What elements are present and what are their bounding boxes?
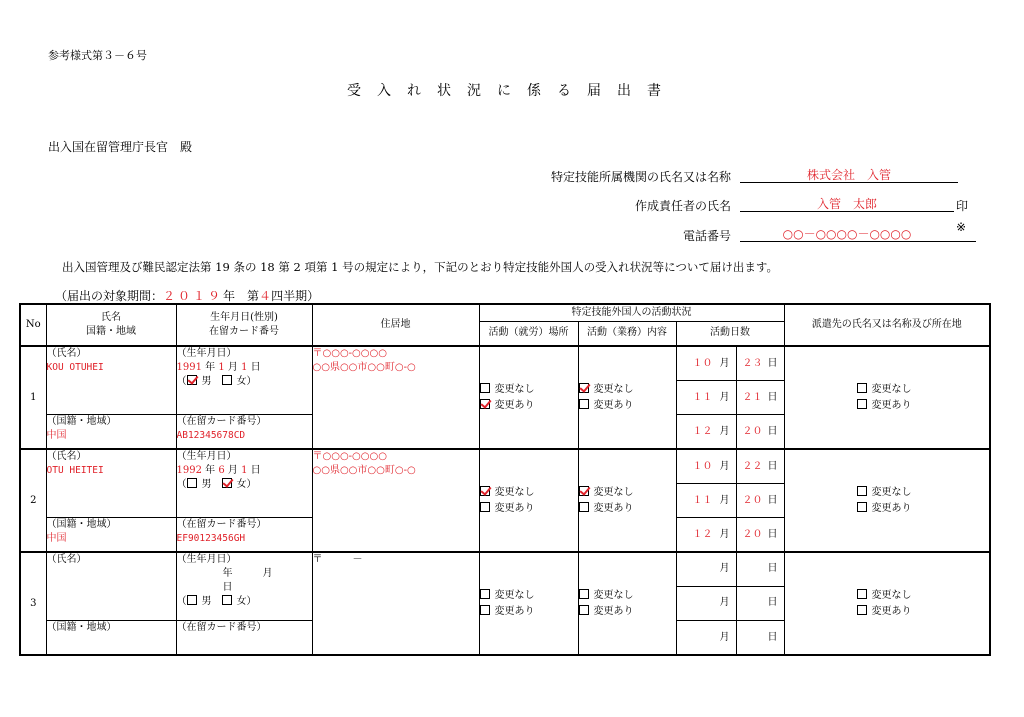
header-no: No <box>20 304 46 346</box>
dob-cell[interactable] <box>176 346 312 415</box>
dob-label: （生年月日） <box>176 348 237 360</box>
name-label: （氏名） <box>46 348 87 360</box>
nationality-value: 中国 <box>46 430 67 442</box>
workplace-changed-checkbox[interactable] <box>480 399 490 409</box>
content-no-change-checkbox[interactable] <box>579 486 589 496</box>
addressee: 出入国在留管理庁長官 殿 <box>48 140 193 154</box>
nationality-cell[interactable] <box>46 518 176 552</box>
days-count-cell[interactable]: 日 <box>736 586 784 620</box>
row-number: 3 <box>20 552 46 655</box>
form-number: 参考様式第３－６号 <box>48 49 147 62</box>
person-label: 作成責任者の氏名 <box>634 199 731 213</box>
card-cell[interactable] <box>176 518 312 552</box>
org-label: 特定技能所属機関の氏名又は名称 <box>550 170 731 184</box>
content-no-change-checkbox[interactable] <box>579 383 589 393</box>
note-mark: ※ <box>956 220 967 234</box>
dispatch-cell: 変更なし 変更あり <box>784 552 990 655</box>
dispatch-no-change-checkbox[interactable] <box>857 486 867 496</box>
nationality-value: 中国 <box>46 533 67 545</box>
card-cell[interactable] <box>176 415 312 449</box>
org-field[interactable] <box>740 166 958 183</box>
dob-value: 1991 年 1 月 1 日 <box>176 362 261 374</box>
dispatch-cell: 変更なし 変更あり <box>784 449 990 552</box>
nationality-label: （国籍・地域） <box>46 622 117 634</box>
period-year: ２０１９ <box>163 289 224 303</box>
days-count-cell[interactable]: 日 <box>736 621 784 655</box>
name-label: （氏名） <box>46 554 87 566</box>
workplace-no-change-checkbox[interactable] <box>480 486 490 496</box>
days-count-cell[interactable]: ２２ 日 <box>736 449 784 483</box>
address-cell[interactable] <box>312 346 479 449</box>
days-month-cell[interactable]: １１ 月 <box>676 381 736 415</box>
dob-cell[interactable] <box>176 449 312 518</box>
nationality-cell[interactable] <box>46 415 176 449</box>
card-label: （在留カード番号） <box>176 416 267 428</box>
document-title: 受入れ状況に係る届出書 <box>347 83 677 99</box>
sex-select: （ 男 女） <box>176 479 257 491</box>
person-value: 入管 太郎 <box>816 197 877 211</box>
postal-code: 〒○○○-○○○○ <box>312 348 387 360</box>
sex-female-checkbox[interactable] <box>222 595 232 605</box>
days-month-cell[interactable]: 月 <box>676 552 736 586</box>
workplace-changed-checkbox[interactable] <box>480 605 490 615</box>
days-count-cell[interactable]: ２０ 日 <box>736 518 784 552</box>
days-month-cell[interactable]: １１ 月 <box>676 483 736 517</box>
dob-label: （生年月日） <box>176 451 237 463</box>
content-changed-checkbox[interactable] <box>579 399 589 409</box>
phone-field[interactable] <box>740 225 976 242</box>
sex-female-checkbox[interactable] <box>222 478 232 488</box>
content-changed-checkbox[interactable] <box>579 502 589 512</box>
dob-value: 1992 年 6 月 1 日 <box>176 465 261 477</box>
days-count-cell[interactable]: ２１ 日 <box>736 381 784 415</box>
days-month-cell[interactable]: １０ 月 <box>676 346 736 380</box>
days-month-cell[interactable]: １０ 月 <box>676 449 736 483</box>
postal-code: 〒 － <box>312 554 363 566</box>
table-row <box>20 346 990 380</box>
header-name-line2: 国籍・地域 <box>86 326 136 338</box>
row-number: 1 <box>20 346 46 449</box>
days-month-cell[interactable]: １２ 月 <box>676 518 736 552</box>
dispatch-changed-checkbox[interactable] <box>857 605 867 615</box>
workplace-cell: 変更なし 変更あり <box>479 449 578 552</box>
dob-value: 年 月 日 <box>222 568 303 594</box>
content-cell: 変更なし 変更あり <box>578 552 676 655</box>
name-value: OTU HEITEI <box>46 465 104 477</box>
days-count-cell[interactable]: ２０ 日 <box>736 415 784 449</box>
card-value: AB12345678CD <box>176 430 246 442</box>
header-name <box>46 304 176 346</box>
sex-female-checkbox[interactable] <box>222 375 232 385</box>
workplace-cell: 変更なし 変更あり <box>479 552 578 655</box>
table-row <box>20 552 990 586</box>
address-cell[interactable] <box>312 552 479 655</box>
workplace-no-change-checkbox[interactable] <box>480 383 490 393</box>
postal-code: 〒○○○-○○○○ <box>312 451 387 463</box>
name-value: KOU OTUHEI <box>46 362 104 374</box>
sex-male-checkbox[interactable] <box>187 595 197 605</box>
header-activity-group: 特定技能外国人の活動状況 <box>479 304 784 321</box>
period-year-unit: 年 第 <box>223 289 260 303</box>
name-cell[interactable] <box>46 552 176 621</box>
card-label: （在留カード番号） <box>176 519 267 531</box>
days-count-cell[interactable]: 日 <box>736 552 784 586</box>
name-label: （氏名） <box>46 451 87 463</box>
status-table <box>19 303 991 656</box>
header-name-line1: 氏名 <box>101 312 121 324</box>
days-month-cell[interactable]: 月 <box>676 621 736 655</box>
nationality-label: （国籍・地域） <box>46 416 117 428</box>
address-cell[interactable] <box>312 449 479 552</box>
workplace-cell: 変更なし 変更あり <box>479 346 578 449</box>
name-cell[interactable] <box>46 449 176 518</box>
card-value: EF90123456GH <box>176 533 246 545</box>
header-dob-line2: 在留カード番号 <box>209 326 279 338</box>
header-address: 住居地 <box>312 304 479 346</box>
workplace-no-change-checkbox[interactable] <box>480 589 490 599</box>
period-suffix: 四半期） <box>271 289 320 303</box>
dob-label: （生年月日） <box>176 554 237 566</box>
address-value: ○○県○○市○○町○-○ <box>312 362 416 374</box>
sex-male-checkbox[interactable] <box>187 478 197 488</box>
days-count-cell[interactable]: ２３ 日 <box>736 346 784 380</box>
days-count-cell[interactable]: ２０ 日 <box>736 483 784 517</box>
content-cell: 変更なし 変更あり <box>578 346 676 449</box>
nationality-cell[interactable] <box>46 621 176 655</box>
sex-select: （ 男 女） <box>176 596 257 608</box>
header-days: 活動日数 <box>676 321 784 346</box>
nationality-label: （国籍・地域） <box>46 519 117 531</box>
person-field[interactable] <box>740 195 954 212</box>
phone-value: ○○－○○○○－○○○○ <box>782 227 912 241</box>
address-value: ○○県○○市○○町○-○ <box>312 465 416 477</box>
dispatch-changed-checkbox[interactable] <box>857 502 867 512</box>
card-cell[interactable] <box>176 621 312 655</box>
dispatch-no-change-checkbox[interactable] <box>857 589 867 599</box>
intro-text: 出入国管理及び難民認定法第 19 条の 18 第 2 項第 1 号の規定により，下記のとおり特定技能外国人の受入れ状況等について届け出ます。 <box>62 260 778 274</box>
header-workplace: 活動（就労）場所 <box>479 321 578 346</box>
content-changed-checkbox[interactable] <box>579 605 589 615</box>
period-quarter: ４ <box>259 289 272 303</box>
sex-male-checkbox[interactable] <box>187 375 197 385</box>
workplace-changed-checkbox[interactable] <box>480 502 490 512</box>
dispatch-no-change-checkbox[interactable] <box>857 383 867 393</box>
org-value: 株式会社 入管 <box>806 168 891 182</box>
header-dispatch: 派遣先の氏名又は名称及び所在地 <box>784 304 990 346</box>
name-cell[interactable] <box>46 346 176 415</box>
content-cell: 変更なし 変更あり <box>578 449 676 552</box>
header-dob-line1: 生年月日(性別) <box>210 312 278 324</box>
row-number: 2 <box>20 449 46 552</box>
card-label: （在留カード番号） <box>176 622 267 634</box>
table-row <box>20 449 990 483</box>
dispatch-cell: 変更なし 変更あり <box>784 346 990 449</box>
content-no-change-checkbox[interactable] <box>579 589 589 599</box>
sex-select: （ 男 女） <box>176 376 257 388</box>
period-prefix: （届出の対象期間： <box>55 289 164 303</box>
seal-mark: 印 <box>956 199 969 213</box>
phone-label: 電話番号 <box>682 229 731 243</box>
period-line <box>55 287 319 304</box>
header-content: 活動（業務）内容 <box>578 321 676 346</box>
header-dob <box>176 304 312 346</box>
dispatch-changed-checkbox[interactable] <box>857 399 867 409</box>
days-month-cell[interactable]: １２ 月 <box>676 415 736 449</box>
dob-cell[interactable] <box>176 552 312 621</box>
days-month-cell[interactable]: 月 <box>676 586 736 620</box>
